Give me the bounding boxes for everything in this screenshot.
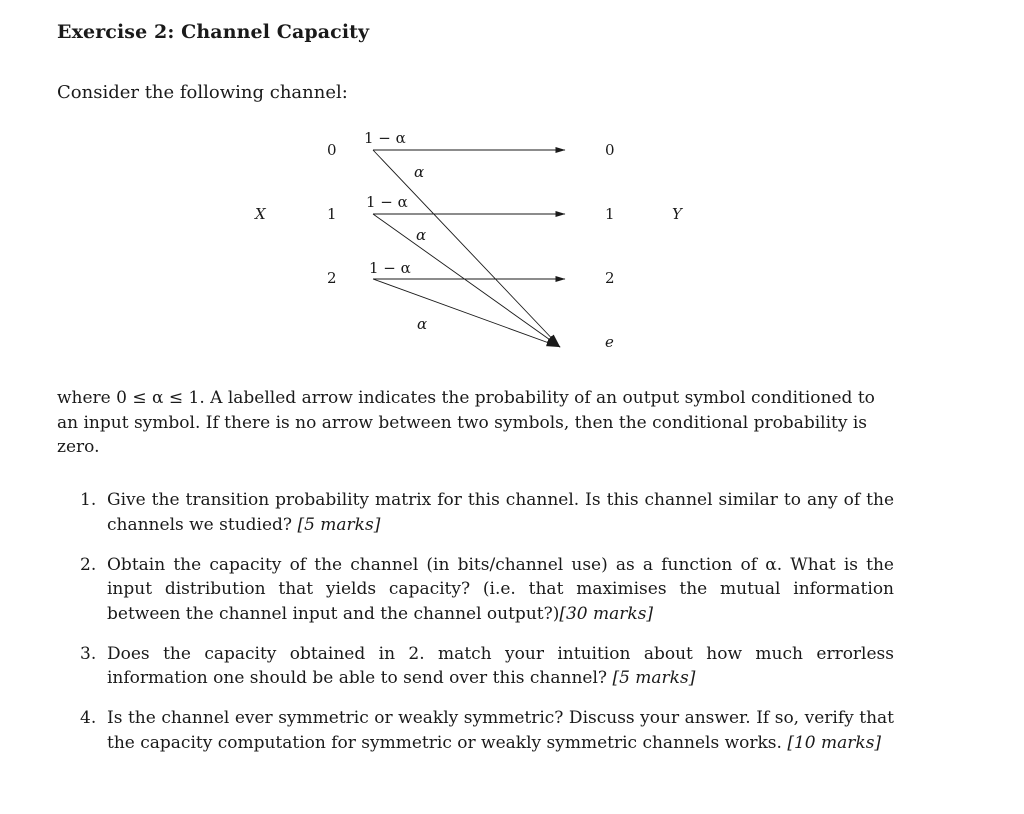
- question-text: Does the capacity obtained in 2. match your intuition about how much errorless information one should be able to send over this channel?: [107, 643, 894, 688]
- label-erase-2: α: [417, 315, 428, 333]
- transition-arrow-0-to-e: [373, 150, 560, 347]
- intro-text: Consider the following channel:: [57, 82, 348, 103]
- question-number: 1.: [80, 490, 97, 510]
- output-variable-label: Y: [672, 205, 682, 223]
- label-keep-2: 1 − α: [369, 259, 411, 277]
- transition-arrow-2-to-e: [373, 279, 560, 347]
- output-symbol-2: 2: [605, 269, 615, 287]
- output-symbol-0: 0: [605, 141, 615, 159]
- question-marks: [5 marks]: [612, 668, 696, 688]
- input-symbol-2: 2: [327, 269, 337, 287]
- channel-diagram: [0, 0, 1024, 380]
- label-erase-1: α: [416, 226, 427, 244]
- label-erase-0: α: [414, 163, 425, 181]
- question-item: [80, 706, 894, 755]
- question-number: 4.: [80, 708, 97, 728]
- label-keep-1: 1 − α: [366, 193, 408, 211]
- question-text: Obtain the capacity of the channel (in bits/channel use) as a function of α. What is the input distribution that yields capacity? (i.e. that maximises the mutual information between the channel input and the channel output?): [107, 554, 894, 624]
- input-variable-label: X: [255, 205, 266, 223]
- question-marks: [30 marks]: [559, 603, 654, 624]
- transition-arrow-1-to-e: [373, 214, 560, 347]
- question-list: [80, 488, 894, 771]
- question-number: 2.: [80, 554, 97, 575]
- exercise-title: Exercise 2: Channel Capacity: [57, 21, 370, 43]
- output-symbol-1: 1: [605, 205, 615, 223]
- question-item: [80, 488, 894, 537]
- question-text: Give the transition probability matrix for this channel. Is this channel similar to any of the channels we studied?: [107, 490, 894, 535]
- question-marks: [10 marks]: [787, 732, 882, 753]
- output-symbol-erasure: e: [605, 333, 614, 351]
- question-number: 3.: [80, 643, 97, 664]
- question-item: [80, 642, 894, 691]
- label-keep-0: 1 − α: [364, 129, 406, 147]
- question-text: Is the channel ever symmetric or weakly symmetric? Discuss your answer. If so, verify that the capacity computation for symmetric or weakly symmetric channels works.: [107, 708, 894, 753]
- input-symbol-1: 1: [327, 205, 337, 223]
- question-item: [80, 553, 894, 627]
- channel-description: where 0 ≤ α ≤ 1. A labelled arrow indicates the probability of an output symbol conditioned to an input symbol. If there is no arrow between two symbols, then the conditional probability is zero.: [57, 388, 875, 457]
- input-symbol-0: 0: [327, 141, 337, 159]
- question-marks: [5 marks]: [297, 514, 381, 535]
